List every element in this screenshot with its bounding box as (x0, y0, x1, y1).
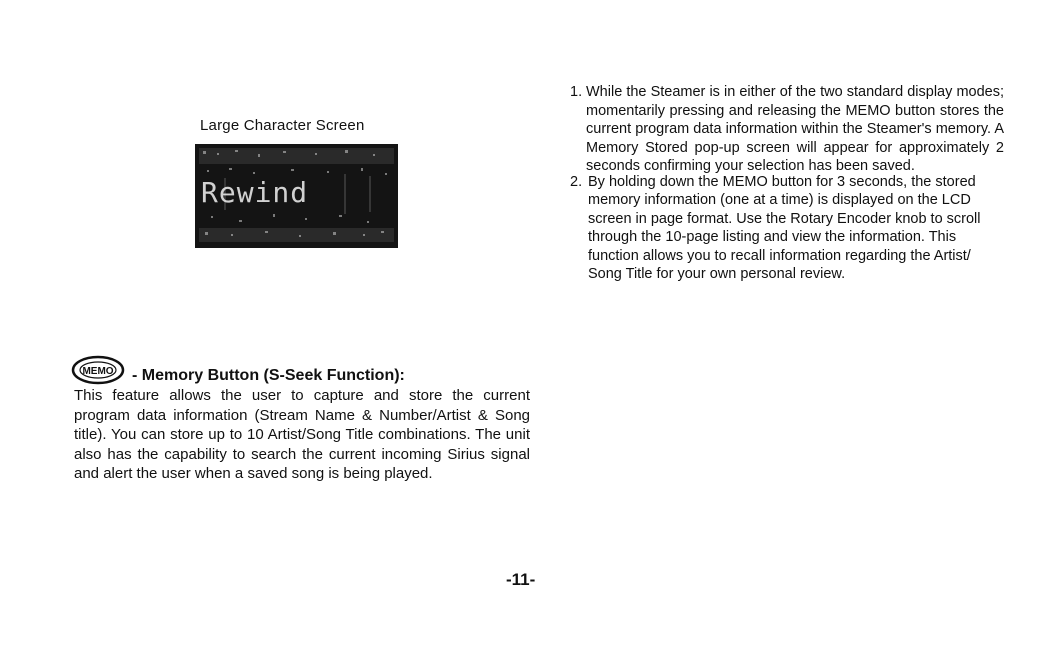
step-number: 1. (570, 84, 583, 100)
memo-icon-label: MEMO (82, 366, 114, 377)
memo-button-icon (70, 355, 130, 385)
step-item-2 (552, 173, 1004, 284)
page-number: -11- (506, 570, 536, 589)
steps-list (552, 83, 1004, 284)
step-text: By holding down the MEMO button for 3 seconds, the stored memory information (one at a time) is displayed on the LCD screen in page format. Use the Rotary Encoder knob to scroll through the 10-page listing and view the information. This function allows you to recall information regarding the Artist/ Song Title for your own personal review. (588, 173, 981, 282)
lcd-display-text: Rewind (201, 176, 309, 209)
step-text: While the Steamer is in either of the two standard display modes; momentarily pressing and releasing the MEMO button stores the current program data information within the Steamer's memory. A Memory Stored pop-up screen will appear for approximately 2 seconds confirming your selection has been saved. (586, 84, 1004, 174)
lcd-screen-image (195, 144, 398, 248)
section-heading: - Memory Button (S-Seek Function): (132, 367, 405, 384)
step-number: 2. (570, 173, 583, 190)
step-item-1 (552, 83, 1004, 176)
figure-caption: Large Character Screen (200, 117, 365, 134)
memory-description: This feature allows the user to capture and store the current program data information (Stream Name & Number/Artist & Song title). You can store up to 10 Artist/Song Title combinations. The unit also has the capability to search the current incoming Sirius signal and alert the user when a saved song is being played. (74, 387, 530, 482)
